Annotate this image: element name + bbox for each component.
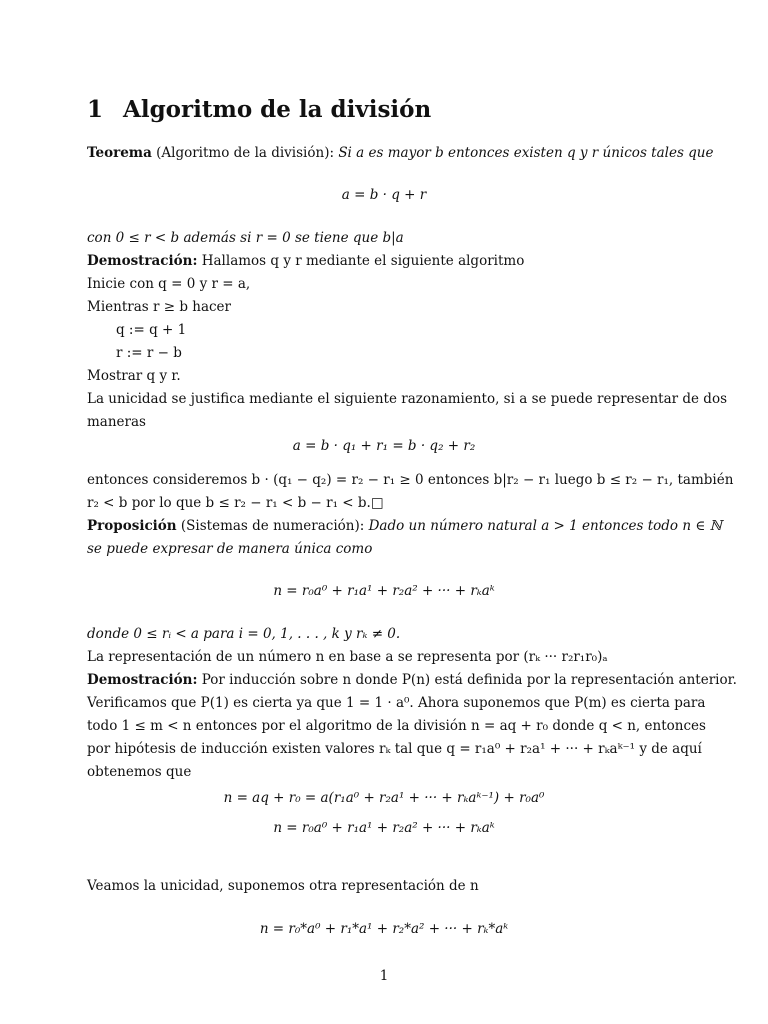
proposicion-statement-1: Dado un número natural a > 1 entonces todo n ∈ ℕ [368, 518, 722, 534]
proposicion-label: Proposición [87, 518, 177, 534]
demo1-label: Demostración: [87, 253, 198, 269]
representation-line: La representación de un número n en base a se representa por (rₖ ··· r₂r₁r₀)ₐ [87, 649, 608, 665]
demo2-line-2: Verificamos que P(1) es cierta ya que 1 = 1 · a⁰. Ahora suponemos que P(m) es cierta para [87, 695, 706, 711]
demo1-line [87, 252, 524, 270]
proposicion-equation: n = r₀a⁰ + r₁a¹ + r₂a² + ··· + rₖaᵏ [273, 583, 495, 599]
page-number: 1 [379, 968, 389, 984]
algorithm-step-5: Mostrar q y r. [87, 368, 181, 384]
section-number: 1 [87, 96, 104, 123]
teorema-statement: Si a es mayor b entonces existen q y r únicos tales que [338, 145, 714, 161]
teorema-label: Teorema [87, 145, 152, 161]
proposicion-line [87, 517, 722, 535]
demo2-line-5: obtenemos que [87, 764, 192, 780]
demo2-equation-1: n = aq + r₀ = a(r₁a⁰ + r₂a¹ + ··· + rₖaᵏ⁻¹) + r₀a⁰ [223, 790, 545, 806]
unicidad-intro: Veamos la unicidad, suponemos otra representación de n [87, 878, 479, 894]
teorema-continuation: con 0 ≤ r < b además si r = 0 se tiene que b|a [87, 230, 404, 246]
proposicion-continuation: donde 0 ≤ rᵢ < a para i = 0, 1, . . . , k y rₖ ≠ 0. [87, 626, 401, 642]
teorema-line [87, 144, 714, 162]
demo2-label: Demostración: [87, 672, 198, 688]
algorithm-step-3: q := q + 1 [116, 322, 187, 338]
teorema-equation: a = b · q + r [341, 187, 427, 203]
demo1-equation: a = b · q₁ + r₁ = b · q₂ + r₂ [292, 438, 476, 454]
demo1-text: Hallamos q y r mediante el siguiente algoritmo [201, 253, 525, 269]
demo2-equation-2: n = r₀a⁰ + r₁a¹ + r₂a² + ··· + rₖaᵏ [273, 820, 495, 836]
section-heading [87, 96, 431, 123]
proposicion-statement-2: se puede expresar de manera única como [87, 541, 373, 557]
proposicion-paren: (Sistemas de numeración): [180, 518, 365, 534]
demo2-equation-3: n = r₀*a⁰ + r₁*a¹ + r₂*a² + ··· + rₖ*aᵏ [259, 921, 509, 937]
unicidad-line-2: maneras [87, 414, 146, 430]
unicidad-line-1: La unicidad se justifica mediante el siguiente razonamiento, si a se puede representar de dos [87, 391, 727, 407]
section-title: Algoritmo de la división [123, 96, 432, 123]
algorithm-step-2: Mientras r ≥ b hacer [87, 299, 231, 315]
demo2-line-1: Demostración: Por inducción sobre n donde P(n) está definida por la representación anterior. [87, 672, 737, 688]
demo2-line-3: todo 1 ≤ m < n entonces por el algoritmo de la división n = aq + r₀ donde q < n, entonces [87, 718, 706, 734]
algorithm-step-1: Inicie con q = 0 y r = a, [87, 276, 251, 292]
algorithm-step-4: r := r − b [116, 345, 182, 361]
demo2-line-4: por hipótesis de inducción existen valores rₖ tal que q = r₁a⁰ + r₂a¹ + ··· + rₖaᵏ⁻¹ y de aquí [87, 741, 702, 757]
consider-line-1: entonces consideremos b · (q₁ − q₂) = r₂ − r₁ ≥ 0 entonces b|r₂ − r₁ luego b ≤ r₂ − r₁, también [87, 472, 734, 488]
teorema-paren: (Algoritmo de la división): [156, 145, 335, 161]
consider-line-2: r₂ < b por lo que b ≤ r₂ − r₁ < b − r₁ < b.□ [87, 495, 384, 511]
